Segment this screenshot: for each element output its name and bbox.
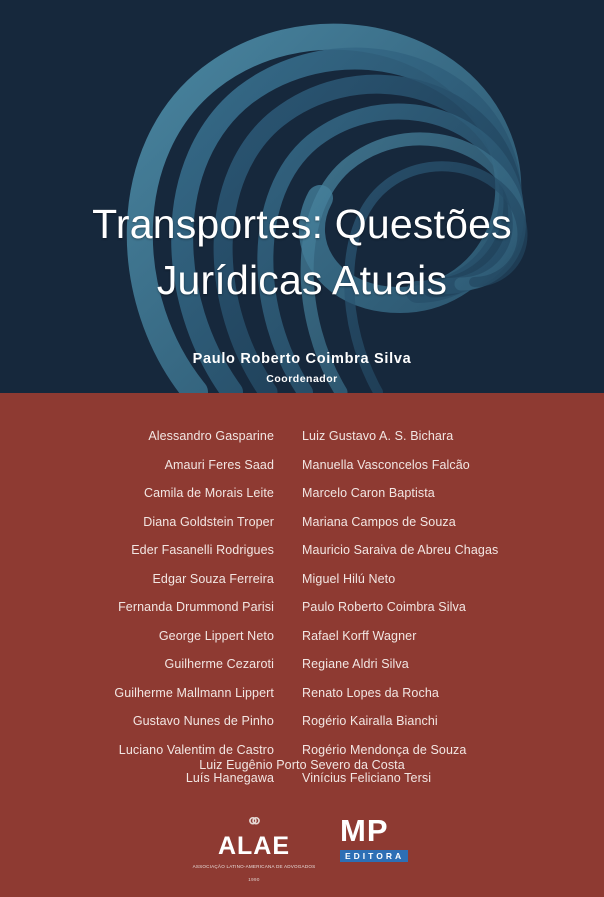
author-name: Camila de Morais Leite (143, 486, 274, 500)
mp-logo-label: EDITORA (340, 850, 408, 862)
author-name: Rafael Korff Wagner (302, 628, 417, 643)
author-name: Guilherme Cezaroti (164, 657, 274, 671)
author-name: Miguel Hilú Neto (302, 571, 396, 586)
author-name: George Lippert Neto (158, 628, 274, 643)
authors-list (0, 422, 604, 793)
author-name: Guilherme Mallmann Lippert (114, 685, 274, 700)
author-name: Renato Lopes da Rocha (302, 685, 439, 700)
coordinator-role: Coordenador (266, 373, 338, 385)
author-name: Rogério Kairalla Bianchi (302, 714, 438, 728)
author-name: Eder Fasanelli Rodrigues (131, 543, 274, 557)
alae-logo-year: 1990 (248, 877, 260, 882)
title-line-2: Jurídicas Atuais (156, 257, 448, 303)
cover-title (0, 196, 604, 308)
author-name: Rogério Mendonça de Souza (302, 742, 467, 757)
author-name: Diana Goldstein Troper (143, 514, 274, 529)
coordinator-name: Paulo Roberto Coimbra Silva (192, 351, 412, 367)
author-name: Manuella Vasconcelos Falcão (302, 457, 470, 472)
author-name: Alessandro Gasparine (148, 429, 274, 443)
cover-top-panel (0, 0, 604, 393)
author-name: Luciano Valentim de Castro (118, 742, 274, 757)
author-name: Marcelo Caron Baptista (302, 486, 435, 500)
title-line-1: Transportes: Questões (92, 201, 512, 247)
author-name: Mauricio Saraiva de Abreu Chagas (302, 543, 499, 557)
publisher-logos (0, 811, 604, 881)
author-name: Mariana Campos de Souza (302, 514, 456, 529)
authors-column-right (292, 422, 572, 793)
author-name: Paulo Roberto Coimbra Silva (302, 600, 466, 614)
author-name: Luís Hanegawa (185, 771, 274, 785)
author-name: Regiane Aldri Silva (302, 657, 409, 671)
author-name: Fernanda Drummond Parisi (118, 600, 274, 614)
author-name: Gustavo Nunes de Pinho (132, 714, 274, 728)
author-name: Amauri Feres Saad (164, 457, 274, 472)
cover-bottom-panel (0, 393, 604, 897)
authors-column-left (32, 422, 292, 793)
mp-editora-logo (340, 815, 450, 864)
alae-logo (184, 811, 324, 882)
alae-logo-subtitle: ASSOCIAÇÃO LATINO-AMERICANA DE ADVOGADOS (192, 864, 316, 869)
alae-emblem-icon: ⚭ (245, 809, 263, 834)
author-name: Vinícius Feliciano Tersi (302, 771, 432, 785)
alae-logo-name: ALAE (217, 832, 291, 860)
mp-logo-letters: MP (340, 813, 389, 848)
author-name: Luiz Gustavo A. S. Bichara (302, 429, 454, 443)
author-name: Edgar Souza Ferreira (152, 571, 274, 586)
author-name-wide: Luiz Eugênio Porto Severo da Costa (199, 758, 405, 772)
coordinator-block (0, 351, 604, 385)
